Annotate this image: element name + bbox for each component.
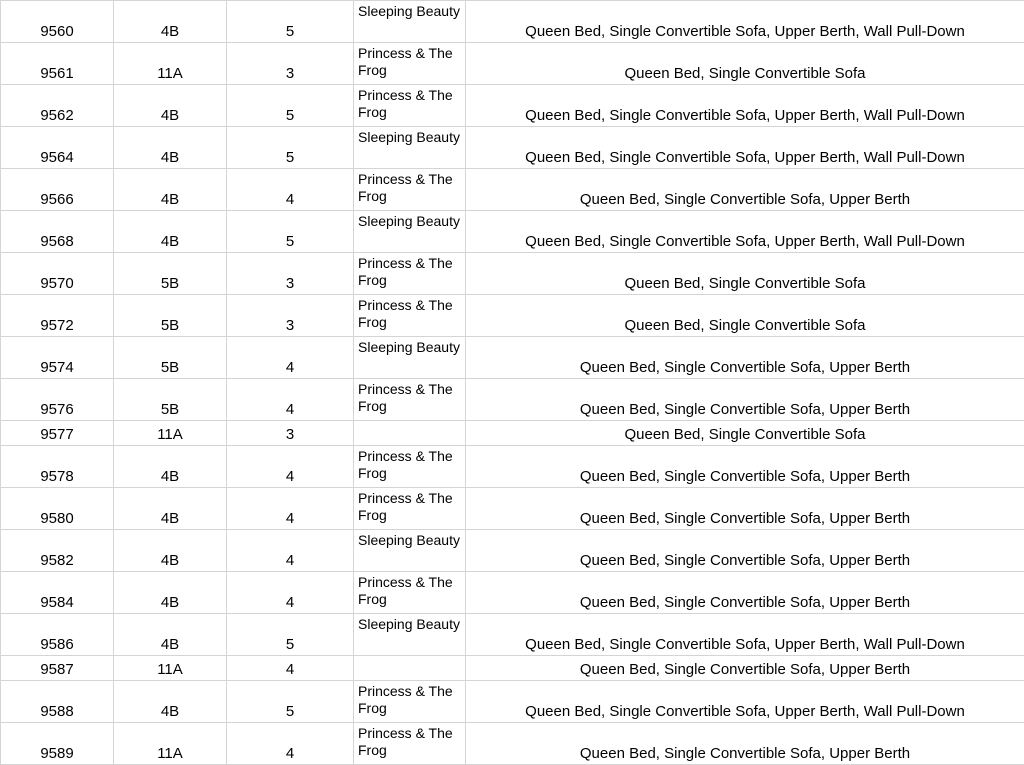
table-row [1,379,1024,421]
theme-cell[interactable]: Sleeping Beauty [354,337,466,379]
table-row [1,1,1024,43]
bedding-cell[interactable]: Queen Bed, Single Convertible Sofa, Upper Berth, Wall Pull-Down [466,127,1024,169]
occupancy-cell[interactable]: 4 [227,379,354,421]
room-number-cell[interactable]: 9582 [1,530,114,572]
category-cell[interactable]: 11A [114,656,227,681]
room-number-cell[interactable]: 9580 [1,488,114,530]
room-number-cell[interactable]: 9587 [1,656,114,681]
theme-cell[interactable]: Princess & The Frog [354,446,466,488]
table-row [1,211,1024,253]
theme-cell[interactable]: Princess & The Frog [354,723,466,765]
table-row [1,337,1024,379]
theme-cell[interactable]: Princess & The Frog [354,681,466,723]
theme-cell[interactable]: Princess & The Frog [354,169,466,211]
table-row [1,43,1024,85]
category-cell[interactable]: 4B [114,1,227,43]
category-cell[interactable]: 11A [114,421,227,446]
occupancy-cell[interactable]: 3 [227,421,354,446]
bedding-cell[interactable]: Queen Bed, Single Convertible Sofa, Upper Berth [466,656,1024,681]
occupancy-cell[interactable]: 3 [227,43,354,85]
theme-cell[interactable]: Sleeping Beauty [354,530,466,572]
occupancy-cell[interactable]: 4 [227,337,354,379]
table-body [1,1,1024,765]
bedding-cell[interactable]: Queen Bed, Single Convertible Sofa, Upper Berth [466,337,1024,379]
theme-cell[interactable]: Princess & The Frog [354,253,466,295]
occupancy-cell[interactable]: 4 [227,169,354,211]
room-number-cell[interactable]: 9588 [1,681,114,723]
occupancy-cell[interactable]: 5 [227,85,354,127]
room-number-cell[interactable]: 9566 [1,169,114,211]
occupancy-cell[interactable]: 3 [227,253,354,295]
room-number-cell[interactable]: 9578 [1,446,114,488]
table-row [1,253,1024,295]
category-cell[interactable]: 11A [114,43,227,85]
room-number-cell[interactable]: 9574 [1,337,114,379]
theme-cell[interactable]: Sleeping Beauty [354,127,466,169]
bedding-cell[interactable]: Queen Bed, Single Convertible Sofa, Upper Berth, Wall Pull-Down [466,85,1024,127]
occupancy-cell[interactable]: 5 [227,1,354,43]
occupancy-cell[interactable]: 4 [227,723,354,765]
room-number-cell[interactable]: 9570 [1,253,114,295]
occupancy-cell[interactable]: 5 [227,681,354,723]
table-row [1,681,1024,723]
table-row [1,530,1024,572]
room-number-cell[interactable]: 9584 [1,572,114,614]
category-cell[interactable]: 4B [114,446,227,488]
bedding-cell[interactable]: Queen Bed, Single Convertible Sofa [466,43,1024,85]
bedding-cell[interactable]: Queen Bed, Single Convertible Sofa, Upper Berth [466,446,1024,488]
table-row [1,295,1024,337]
table-row [1,488,1024,530]
bedding-cell[interactable]: Queen Bed, Single Convertible Sofa, Upper Berth [466,169,1024,211]
category-cell[interactable]: 4B [114,614,227,656]
room-number-cell[interactable]: 9568 [1,211,114,253]
category-cell[interactable]: 4B [114,681,227,723]
occupancy-cell[interactable]: 4 [227,446,354,488]
category-cell[interactable]: 5B [114,253,227,295]
category-cell[interactable]: 4B [114,488,227,530]
bedding-cell[interactable]: Queen Bed, Single Convertible Sofa, Upper Berth [466,488,1024,530]
room-number-cell[interactable]: 9572 [1,295,114,337]
table-row [1,614,1024,656]
table-row [1,572,1024,614]
room-number-cell[interactable]: 9586 [1,614,114,656]
category-cell[interactable]: 11A [114,723,227,765]
category-cell[interactable]: 4B [114,572,227,614]
category-cell[interactable]: 5B [114,295,227,337]
bedding-cell[interactable]: Queen Bed, Single Convertible Sofa, Upper Berth, Wall Pull-Down [466,211,1024,253]
theme-cell[interactable] [354,656,466,681]
theme-cell[interactable]: Princess & The Frog [354,572,466,614]
theme-cell[interactable]: Princess & The Frog [354,43,466,85]
category-cell[interactable]: 4B [114,169,227,211]
bedding-cell[interactable]: Queen Bed, Single Convertible Sofa, Upper Berth, Wall Pull-Down [466,614,1024,656]
table-row [1,723,1024,765]
occupancy-cell[interactable]: 5 [227,614,354,656]
bedding-cell[interactable]: Queen Bed, Single Convertible Sofa [466,421,1024,446]
theme-cell[interactable]: Sleeping Beauty [354,1,466,43]
bedding-cell[interactable]: Queen Bed, Single Convertible Sofa [466,253,1024,295]
table-row [1,127,1024,169]
occupancy-cell[interactable]: 4 [227,530,354,572]
occupancy-cell[interactable]: 4 [227,572,354,614]
room-number-cell[interactable]: 9577 [1,421,114,446]
bedding-cell[interactable]: Queen Bed, Single Convertible Sofa, Upper Berth [466,572,1024,614]
room-number-cell[interactable]: 9561 [1,43,114,85]
theme-cell[interactable]: Princess & The Frog [354,379,466,421]
category-cell[interactable]: 4B [114,127,227,169]
room-number-cell[interactable]: 9560 [1,1,114,43]
bedding-cell[interactable]: Queen Bed, Single Convertible Sofa, Upper Berth, Wall Pull-Down [466,681,1024,723]
bedding-cell[interactable]: Queen Bed, Single Convertible Sofa, Upper Berth [466,379,1024,421]
table-row [1,421,1024,446]
room-number-cell[interactable]: 9564 [1,127,114,169]
theme-cell[interactable]: Princess & The Frog [354,295,466,337]
theme-cell[interactable] [354,421,466,446]
table-row [1,85,1024,127]
occupancy-cell[interactable]: 5 [227,127,354,169]
occupancy-cell[interactable]: 5 [227,211,354,253]
theme-cell[interactable]: Princess & The Frog [354,85,466,127]
room-number-cell[interactable]: 9562 [1,85,114,127]
room-number-cell[interactable]: 9576 [1,379,114,421]
table-row [1,446,1024,488]
table-row [1,169,1024,211]
occupancy-cell[interactable]: 4 [227,488,354,530]
bedding-cell[interactable]: Queen Bed, Single Convertible Sofa, Upper Berth [466,530,1024,572]
theme-cell[interactable]: Sleeping Beauty [354,211,466,253]
bedding-cell[interactable]: Queen Bed, Single Convertible Sofa, Upper Berth, Wall Pull-Down [466,1,1024,43]
table-row [1,656,1024,681]
occupancy-cell[interactable]: 4 [227,656,354,681]
category-cell[interactable]: 4B [114,211,227,253]
bedding-cell[interactable]: Queen Bed, Single Convertible Sofa [466,295,1024,337]
occupancy-cell[interactable]: 3 [227,295,354,337]
room-number-cell[interactable]: 9589 [1,723,114,765]
category-cell[interactable]: 5B [114,379,227,421]
category-cell[interactable]: 5B [114,337,227,379]
theme-cell[interactable]: Princess & The Frog [354,488,466,530]
theme-cell[interactable]: Sleeping Beauty [354,614,466,656]
category-cell[interactable]: 4B [114,530,227,572]
bedding-cell[interactable]: Queen Bed, Single Convertible Sofa, Upper Berth [466,723,1024,765]
category-cell[interactable]: 4B [114,85,227,127]
